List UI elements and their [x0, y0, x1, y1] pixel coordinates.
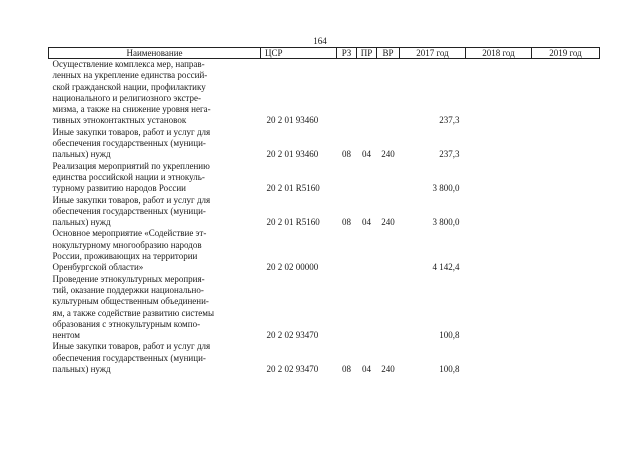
table-body: [49, 59, 600, 376]
header-rz: РЗ: [337, 48, 357, 59]
cell-y2019: [532, 127, 600, 161]
table-row: [49, 228, 600, 273]
cell-name: Реализация мероприятий по укреплению единства российской нации и этнокуль- турному развитию народов России: [52, 160, 210, 194]
cell-name: Иные закупки товаров, работ и услуг для обеспечения государственных (муници- пальных) нужд: [52, 194, 211, 228]
header-2017: 2017 год: [400, 48, 466, 59]
header-2019: 2019 год: [532, 48, 600, 59]
cell-csr: 20 2 01 R5160: [266, 217, 320, 228]
cell-csr: 20 2 02 93470: [266, 330, 319, 341]
cell-name: Основное мероприятие «Содействие эт- нокультурному многообразию народов России, проживающих на территории Оренбургской области»: [52, 228, 207, 273]
cell-y2017: 237,3: [439, 115, 460, 126]
cell-y2017: 237,3: [439, 149, 460, 160]
cell-rz: [337, 228, 357, 273]
cell-y2017: 3 800,0: [432, 217, 460, 228]
cell-csr: 20 2 02 00000: [266, 262, 319, 273]
cell-y2017: 100,8: [439, 330, 460, 341]
table-row: [49, 127, 600, 161]
cell-y2018: [466, 161, 532, 195]
cell-y2017: 100,8: [439, 364, 460, 375]
cell-y2017: 4 142,4: [432, 262, 460, 273]
cell-vr: [377, 59, 400, 127]
cell-name: Иные закупки товаров, работ и услуг для обеспечения государственных (муници- пальных) нужд: [52, 341, 211, 375]
cell-y2019: [532, 195, 600, 229]
cell-pr: [357, 274, 377, 342]
table-row: [49, 195, 600, 229]
cell-y2019: [532, 274, 600, 342]
cell-vr: 240: [381, 217, 395, 228]
cell-y2019: [532, 228, 600, 273]
cell-rz: [337, 274, 357, 342]
cell-y2019: [532, 59, 600, 127]
cell-csr: 20 2 01 93460: [266, 149, 319, 160]
cell-y2018: [466, 195, 532, 229]
cell-csr: 20 2 01 93460: [266, 115, 319, 126]
cell-y2017: 3 800,0: [432, 183, 460, 194]
header-2018: 2018 год: [466, 48, 532, 59]
cell-name: Осуществление комплекса мер, направ- ленных на укрепление единства россий- ской гражданской нации, профилактику национального и религиозного экстре- мизма, а также на снижение уровня нега- тивных этноконтактных установок: [52, 59, 211, 126]
cell-pr: [357, 161, 377, 195]
cell-vr: [377, 274, 400, 342]
cell-rz: [337, 59, 357, 127]
budget-table: [48, 47, 600, 375]
cell-vr: [377, 161, 400, 195]
table-row: [49, 341, 600, 375]
cell-name: Проведение этнокультурных мероприя- тий, оказание поддержки национально- культурным общественным объединени- ям, а также содействие развитию системы образования с этнокультурным компо- нентом: [52, 273, 215, 341]
cell-vr: [377, 228, 400, 273]
cell-pr: 04: [362, 364, 371, 375]
header-vr: ВР: [377, 48, 400, 59]
cell-y2019: [532, 161, 600, 195]
cell-csr: 20 2 01 R5160: [266, 183, 320, 194]
cell-y2019: [532, 341, 600, 375]
cell-pr: 04: [362, 217, 371, 228]
table-header: [49, 48, 600, 59]
cell-rz: 08: [342, 217, 351, 228]
cell-pr: [357, 228, 377, 273]
header-name: Наименование: [49, 48, 261, 59]
table-row: [49, 59, 600, 127]
cell-y2018: [466, 274, 532, 342]
cell-name: Иные закупки товаров, работ и услуг для обеспечения государственных (муници- пальных) нужд: [52, 126, 211, 160]
cell-rz: 08: [342, 364, 351, 375]
header-pr: ПР: [357, 48, 377, 59]
table-row: [49, 161, 600, 195]
cell-pr: [357, 59, 377, 127]
table-row: [49, 274, 600, 342]
cell-rz: 08: [342, 149, 351, 160]
cell-y2018: [466, 59, 532, 127]
cell-vr: 240: [381, 149, 395, 160]
header-csr: ЦСР: [261, 48, 337, 59]
page-number: 164: [313, 36, 327, 46]
cell-y2018: [466, 127, 532, 161]
cell-csr: 20 2 02 93470: [266, 364, 319, 375]
cell-rz: [337, 161, 357, 195]
cell-y2018: [466, 228, 532, 273]
cell-y2018: [466, 341, 532, 375]
cell-vr: 240: [381, 364, 395, 375]
cell-pr: 04: [362, 149, 371, 160]
